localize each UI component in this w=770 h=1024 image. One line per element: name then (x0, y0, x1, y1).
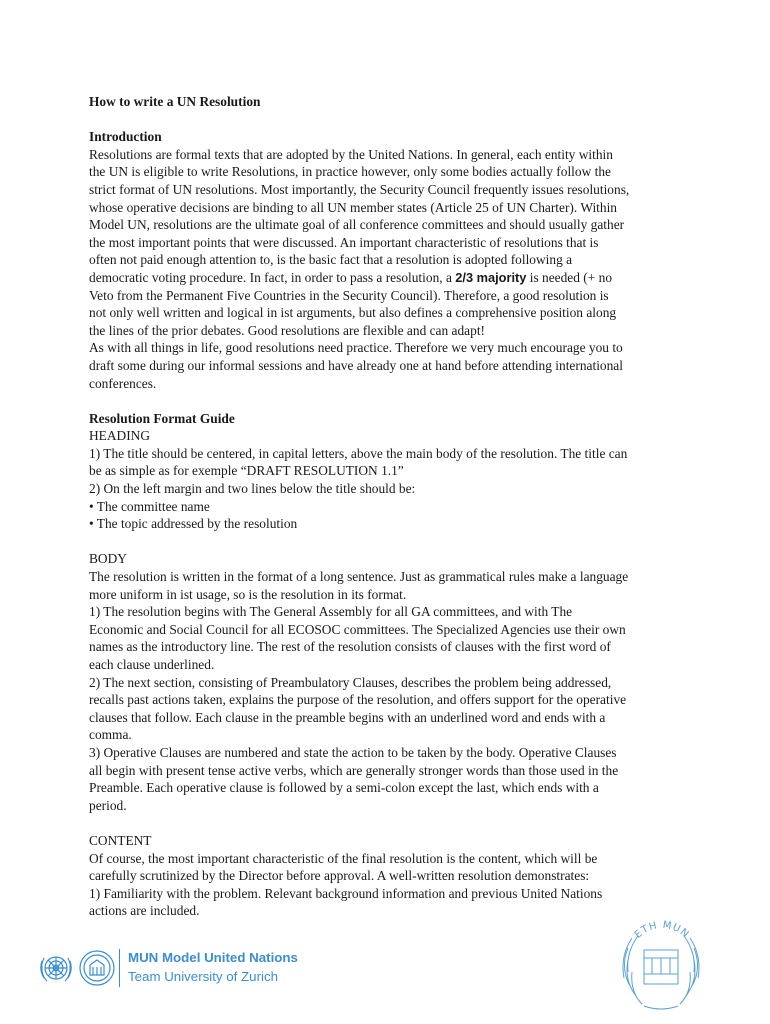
text-line: Veto from the Permanent Five Countries in the Security Council). Therefore, a good resolution is (89, 287, 609, 303)
text-line: 1) The resolution begins with The General Assembly for all GA committees, and with The (89, 604, 573, 620)
text-line: Preamble. Each operative clause is followed by a semi-colon except the last, which ends with a (89, 780, 599, 796)
text-line: recalls past actions taken, explains the purpose of the resolution, and offers support for the operative (89, 692, 627, 708)
text-line: Model UN, resolutions are the ultimate goal of all conference committees and should usually gather (89, 217, 625, 233)
text-line: names as the introductory line. The rest of the resolution consists of clauses with the first word of (89, 639, 611, 655)
text-line: more uniform in ist usage, so is the resolution in its format. (89, 586, 407, 602)
text-line: all begin with present tense active verbs, which are generally stronger words than those used in the (89, 762, 619, 778)
seal-text: ETH MUN (632, 919, 692, 941)
text-line: conferences. (89, 375, 157, 391)
text-line: carefully scrutinized by the Director before approval. A well-written resolution demonstrates: (89, 868, 590, 884)
text-fragment: democratic voting procedure. In fact, in order to pass a resolution, a (89, 269, 456, 285)
text-line: The resolution is written in the format of a long sentence. Just as grammatical rules make a language (89, 569, 629, 585)
majority-line (89, 269, 689, 287)
un-emblem-icon (36, 948, 76, 988)
text-line: clauses that follow. Each clause in the preamble begins with an underlined word and ends with a (89, 709, 606, 725)
text-line: the lines of the prior debates. Good resolutions are flexible and can adapt! (89, 322, 486, 338)
section-label-body: BODY (89, 551, 127, 567)
footer-divider (119, 949, 120, 987)
footer-org-name: MUN Model United Nations (128, 950, 298, 965)
text-fragment: is needed (+ no (526, 269, 613, 285)
text-line: 1) The title should be centered, in capital letters, above the main body of the resolution. The title can (89, 445, 628, 461)
text-line: 2) On the left margin and two lines below the title should be: (89, 481, 416, 497)
text-line: actions are included. (89, 903, 200, 919)
document-page (89, 93, 689, 920)
text-line: not only well written and logical in ist arguments, but also defines a comprehensive position along (89, 305, 617, 321)
eth-mun-seal-icon (608, 912, 714, 1018)
text-line: 3) Operative Clauses are numbered and state the action to be taken by the body. Operative Clauses (89, 744, 617, 760)
text-line: be as simple as for exemple “DRAFT RESOLUTION 1.1” (89, 463, 404, 479)
bullet-item: • The topic addressed by the resolution (89, 516, 298, 532)
text-line: often not paid enough attention to, is the basic fact that a resolution is adopted following a (89, 252, 573, 268)
bullet-item: • The committee name (89, 498, 210, 514)
majority-emphasis: 2/3 majority (455, 269, 527, 285)
text-line: 1) Familiarity with the problem. Relevant background information and previous United Nations (89, 885, 603, 901)
section-label-heading: HEADING (89, 428, 150, 444)
format-guide-heading: Resolution Format Guide (89, 410, 235, 426)
text-line: strict format of UN resolutions. Most importantly, the Security Council frequently issues resolutions, (89, 181, 630, 197)
text-line: period. (89, 797, 127, 813)
text-line: each clause underlined. (89, 657, 215, 672)
page-title: How to write a UN Resolution (89, 94, 261, 109)
university-seal-icon (77, 948, 117, 988)
text-line: Resolutions are formal texts that are adopted by the United Nations. In general, each entity within (89, 146, 613, 162)
footer-team-name: Team University of Zurich (128, 969, 278, 984)
intro-heading: Introduction (89, 129, 162, 145)
section-label-content: CONTENT (89, 832, 152, 848)
text-line: the most important points that were discussed. An important characteristic of resolutions that is (89, 234, 599, 250)
text-line: the UN is eligible to write Resolutions, in practice however, only some bodies actually follow the (89, 164, 611, 180)
text-line: Of course, the most important characteristic of the final resolution is the content, which will be (89, 850, 598, 866)
text-line: comma. (89, 727, 132, 743)
text-line: As with all things in life, good resolutions need practice. Therefore we very much encourage you to (89, 340, 623, 356)
footer-branding (36, 946, 336, 990)
text-line: whose operative decisions are binding to all UN member states (Article 25 of UN Charter). Within (89, 199, 618, 215)
text-line: draft some during our informal sessions and have already one at hand before attending international (89, 357, 623, 373)
svg-text:ETH MUN (633, 920, 691, 941)
intro-paragraph (89, 146, 689, 392)
text-line: 2) The next section, consisting of Preambulatory Clauses, describes the problem being addressed, (89, 674, 612, 690)
footer-text (128, 948, 298, 986)
text-line: Economic and Social Council for all ECOSOC committees. The Specialized Agencies use their own (89, 621, 626, 637)
